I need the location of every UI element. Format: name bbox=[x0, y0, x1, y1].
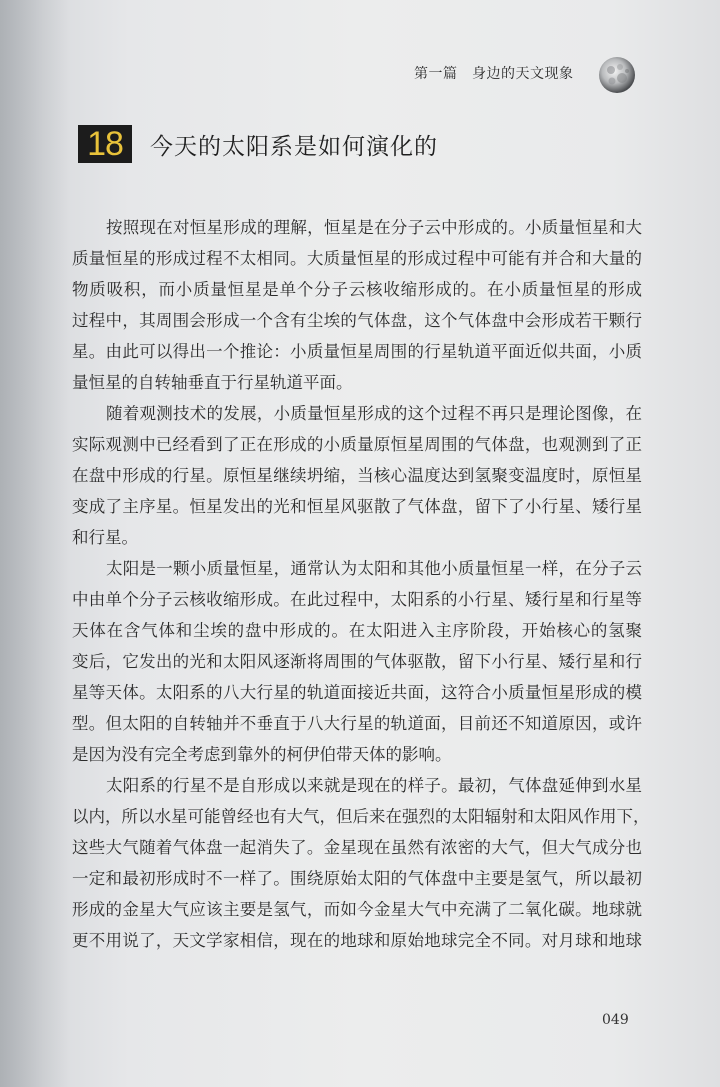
text-line: 星等天体。太阳系的八大行星的轨道面接近共面，这符合小质量恒星形成的模 bbox=[72, 683, 642, 702]
text-line: 按照现在对恒星形成的理解，恒星是在分子云中形成的。小质量恒星和大 bbox=[106, 218, 642, 237]
text-line: 变后，它发出的光和太阳风逐渐将周围的气体驱散，留下小行星、矮行星和行 bbox=[72, 652, 642, 671]
text-line: 变成了主序星。恒星发出的光和恒星风驱散了气体盘，留下了小行星、矮行星 bbox=[72, 497, 642, 516]
page-gutter-shadow bbox=[0, 0, 70, 1087]
text-line: 一定和最初形成时不一样了。围绕原始太阳的气体盘中主要是氢气，所以最初 bbox=[72, 869, 642, 888]
text-line: 星。由此可以得出一个推论：小质量恒星周围的行星轨道平面近似共面，小质 bbox=[72, 342, 642, 361]
part-label: 第一篇 身边的天文现象 bbox=[414, 66, 574, 82]
text-line: 这些大气随着气体盘一起消失了。金星现在虽然有浓密的大气，但大气成分也 bbox=[72, 838, 642, 857]
text-line: 和行星。 bbox=[72, 528, 138, 547]
text-line: 过程中，其周围会形成一个含有尘埃的气体盘，这个气体盘中会形成若干颗行 bbox=[72, 311, 642, 330]
text-line: 物质吸积，而小质量恒星是单个分子云核收缩形成的。在小质量恒星的形成 bbox=[72, 280, 642, 299]
text-line: 随着观测技术的发展，小质量恒星形成的这个过程不再只是理论图像，在 bbox=[106, 404, 642, 423]
text-line: 是因为没有完全考虑到靠外的柯伊伯带天体的影响。 bbox=[72, 745, 452, 764]
running-header bbox=[0, 56, 720, 90]
text-line: 以内，所以水星可能曾经也有大气，但后来在强烈的太阳辐射和太阳风作用下， bbox=[72, 807, 650, 826]
text-line: 质量恒星的形成过程不太相同。大质量恒星的形成过程中可能有并合和大量的 bbox=[72, 249, 642, 268]
text-line: 中由单个分子云核收缩形成。在此过程中，太阳系的小行星、矮行星和行星等 bbox=[72, 590, 642, 609]
chapter-title: 今天的太阳系是如何演化的 bbox=[150, 134, 438, 160]
text-line: 太阳是一颗小质量恒星，通常认为太阳和其他小质量恒星一样，在分子云 bbox=[106, 559, 642, 578]
text-line: 在盘中形成的行星。原恒星继续坍缩，当核心温度达到氢聚变温度时，原恒星 bbox=[72, 466, 642, 485]
moon-icon bbox=[598, 56, 636, 94]
text-line: 量恒星的自转轴垂直于行星轨道平面。 bbox=[72, 373, 353, 392]
body-text bbox=[72, 212, 650, 956]
chapter-number: 18 bbox=[78, 125, 132, 163]
text-line: 太阳系的行星不是自形成以来就是现在的样子。最初，气体盘延伸到水星 bbox=[106, 776, 642, 795]
text-line: 形成的金星大气应该主要是氢气，而如今金星大气中充满了二氧化碳。地球就 bbox=[72, 900, 642, 919]
text-line: 更不用说了，天文学家相信，现在的地球和原始地球完全不同。对月球和地球 bbox=[72, 931, 642, 950]
page-number: 049 bbox=[602, 1012, 629, 1028]
text-line: 实际观测中已经看到了正在形成的小质量原恒星周围的气体盘，也观测到了正 bbox=[72, 435, 642, 454]
text-line: 型。但太阳的自转轴并不垂直于八大行星的轨道面，目前还不知道原因，或许 bbox=[72, 714, 642, 733]
text-line: 天体在含气体和尘埃的盘中形成的。在太阳进入主序阶段，开始核心的氢聚 bbox=[72, 621, 642, 640]
